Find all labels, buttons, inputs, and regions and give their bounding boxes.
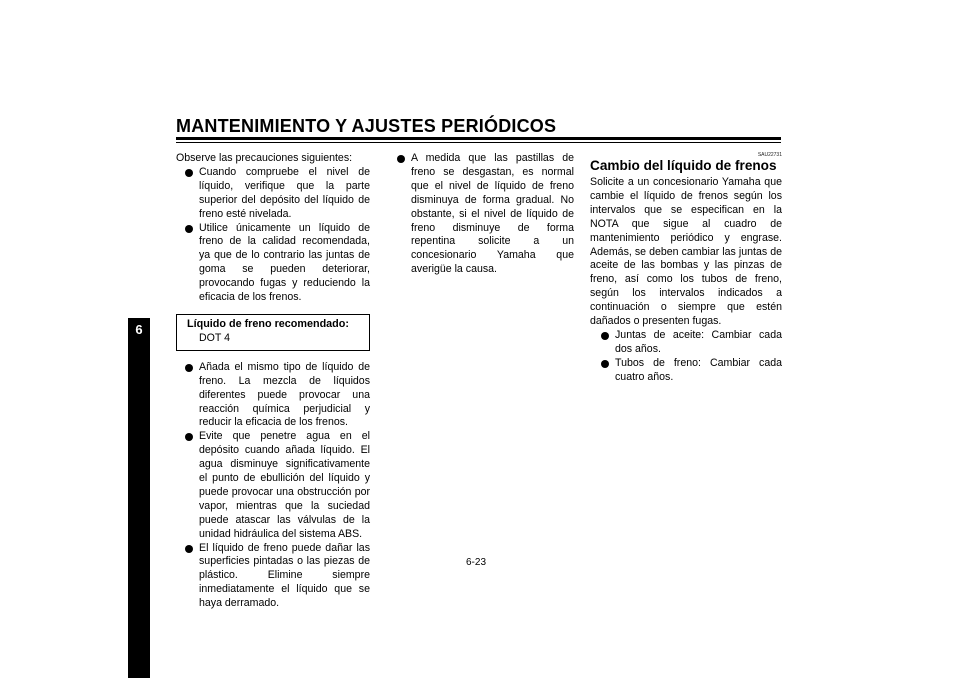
intro-paragraph: Observe las precauciones siguientes: [176, 152, 353, 164]
list-item-text: Utilice únicamente un líquido de freno de la calidad recomendada, ya que de lo contrario las juntas de goma se pueden deteriorar, provocando fugas y reduciendo la eficacia de los frenos. [199, 221, 370, 304]
list-item-text: Juntas de aceite: Cambiar cada dos años. [615, 328, 782, 355]
bullet-icon [185, 545, 193, 553]
bullet-icon [185, 364, 193, 372]
header-rule-thick [176, 137, 781, 140]
bullet-icon [185, 225, 193, 233]
precautions-list-top [176, 166, 370, 305]
column-2 [388, 152, 574, 277]
precautions-list-bottom [176, 361, 370, 611]
page-title: MANTENIMIENTO Y AJUSTES PERIÓDICOS [176, 116, 557, 136]
list-item-text: Cuando compruebe el nivel de líquido, verifique que la parte superior del depósito del líquido de freno esté nivelada. [199, 165, 370, 220]
bullet-icon [601, 332, 609, 340]
section-title: Cambio del líquido de frenos [590, 158, 777, 173]
chapter-number: 6 [135, 322, 143, 337]
list-item [592, 329, 782, 357]
list-item-text: Tubos de freno: Cambiar cada cuatro años. [615, 356, 782, 383]
list-item-text: Evite que penetre agua en el depósito cuando añada líquido. El agua disminuye significativamente el punto de ebullición del líquido y puede provocar una obstrucción por vapor, mientras que la suciedad puede atascar las válvulas de la unidad hidráulica del sistema ABS. [199, 430, 370, 540]
list-item-text: El líquido de freno puede dañar las superficies pintadas o las piezas de plástico. Elimine siempre inmediatamente el líquido que se haya derramado. [199, 541, 370, 610]
column-1 [176, 152, 370, 611]
list-item [176, 222, 370, 305]
list-item [176, 361, 370, 431]
bullet-icon [185, 169, 193, 177]
bullet-icon [601, 360, 609, 368]
chapter-tab [128, 318, 150, 678]
bullet-icon [185, 433, 193, 441]
spec-box [176, 314, 370, 351]
spec-label: Líquido de freno recomendado: [187, 317, 349, 330]
list-item-text: Añada el mismo tipo de líquido de freno. La mezcla de líquidos diferentes puede provocar una reacción química perjudicial y reducir la eficacia de los frenos. [199, 360, 370, 429]
replacement-intervals-list [592, 329, 782, 385]
column-3 [590, 152, 782, 385]
section-code: SAU22731 [757, 152, 782, 158]
list-item [176, 542, 370, 612]
precautions-list-continued [388, 152, 574, 277]
header-rule-thin [176, 142, 781, 143]
list-item-text: A medida que las pastillas de freno se desgastan, es normal que el nivel de líquido de freno disminuya de forma gradual. No obstante, si el nivel de líquido de freno disminuye de forma repentina solicite a un concesionario Yamaha que averigüe la causa. [411, 152, 574, 276]
list-item [176, 166, 370, 222]
page-number: 6-23 [465, 557, 486, 568]
list-item [592, 357, 782, 385]
bullet-icon [397, 155, 405, 163]
list-item [176, 430, 370, 541]
spec-value: DOT 4 [199, 331, 231, 344]
list-item [388, 152, 574, 277]
section-body: Solicite a un concesionario Yamaha que cambie el líquido de frenos según los intervalos que se especifican en la NOTA que sigue al cuadro de mantenimiento periódico y engrase. Además, se deben cambiar las juntas de aceite de las bombas y las pinzas de freno, así como los tubos de freno, según los intervalos indicados a continuación o siempre que estén dañados o presenten fugas. [590, 176, 782, 328]
